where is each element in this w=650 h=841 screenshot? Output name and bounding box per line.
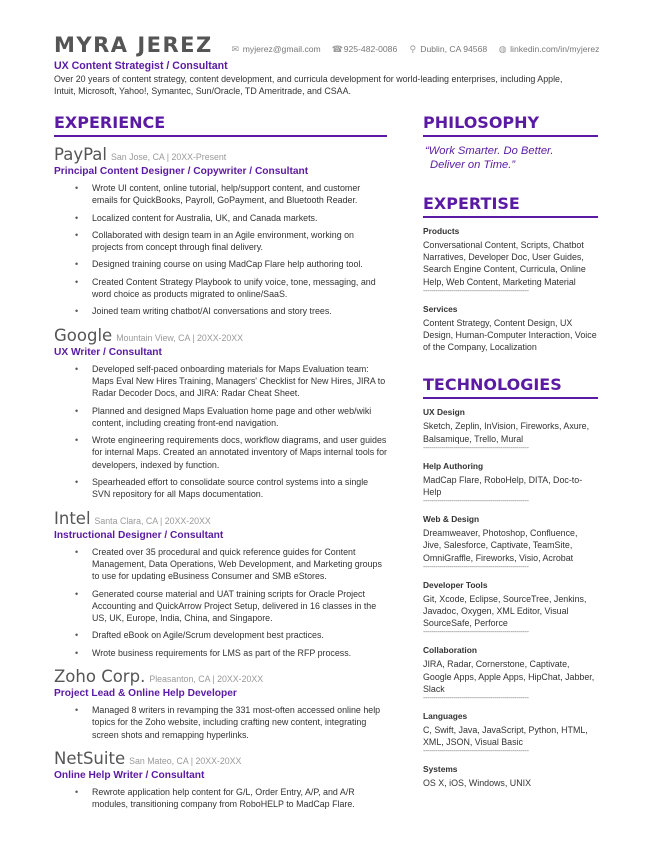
skill-group-body: Conversational Content, Scripts, Chatbot Narratives, Developer Doc, User Guides, Search Engine Content, Curricula, Online Help, Web Content, Marketing Material [423,240,586,287]
left-column [54,113,387,816]
job-entry [54,667,387,741]
skill-group [423,711,598,756]
job-bullet: • Localized content for Australia, UK, and Canada markets. [92,212,387,224]
philosophy-line-1: “Work Smarter. Do Better. [425,145,554,157]
expertise-groups [423,226,598,353]
job-bullets [54,786,387,811]
dashed-divider: ---------------------------------------------------- [423,563,529,571]
skill-group [423,514,598,572]
skill-group-body: MadCap Flare, RoboHelp, DITA, Doc-to-Help [423,474,583,498]
company-name: Intel [54,508,91,528]
company-name: Google [54,325,113,345]
dashed-divider: ---------------------------------------------------- [423,748,529,756]
job-role: Principal Content Designer / Copywriter / Consultant [54,166,309,177]
company-name: Zoho Corp. [54,667,146,687]
skill-group [423,645,598,703]
skill-group-body: Git, Xcode, Eclipse, SourceTree, Jenkins, Javadoc, Oxygen, XML Editor, Visual SourceSafe, Perforce [423,593,587,629]
skill-group-body: Dreamweaver, Photoshop, Confluence, Jive, Salesforce, Captivate, TeamSite, OmniGraffle, Fireworks, Visio, Acrobat [423,528,578,563]
job-entry [54,145,387,318]
job-entry [54,509,387,659]
skill-group [423,461,598,506]
skill-group-body: Content Strategy, Content Design, UX Design, Human-Computer Interaction, Voice of the Company, Localization [423,317,597,353]
skill-group-title: Services [423,303,458,314]
job-location-dates: Mountain View, CA | 20XX-20XX [116,332,244,343]
skill-group-title: Help Authoring [423,460,484,471]
job-location-dates: Pleasanton, CA | 20XX-20XX [149,674,264,685]
job-bullet: • Drafted eBook on Agile/Scrum development best practices. [92,629,387,641]
skill-group-title: UX Design [423,407,465,418]
technologies-section [423,375,598,789]
job-location-dates: San Jose, CA | 20XX-Present [111,152,227,162]
job-bullet: • Created over 35 procedural and quick reference guides for Content Management, Data Operations, Web Development, and Marketing groups to use for updating eBusiness Consumer and SMB eStores. [92,546,387,583]
globe-icon: ◍ [498,44,507,54]
contact-linkedin[interactable]: ◍ linkedin.com/in/myjerez [498,44,600,54]
job-bullets [54,704,387,741]
dashed-divider: ---------------------------------------------------- [423,629,529,637]
job-bullet: • Wrote UI content, online tutorial, help/support content, and customer emails for QuickBooks, Payroll, GoPayment, and Bluetooth Reader. [92,182,387,207]
job-bullet: • Joined team writing chatbot/AI conversations and story trees. [92,305,387,317]
candidate-name: MYRA JEREZ [54,33,213,57]
expertise-heading: EXPERTISE [423,194,598,218]
job-bullets [54,363,387,501]
experience-list [54,145,387,811]
company-row [54,749,387,771]
job-entry [54,749,387,811]
name-row [54,33,614,57]
envelope-icon: ✉ [231,44,240,54]
job-bullet: • Planned and designed Maps Evaluation home page and other web/wiki content, including creating front-end navigation. [92,405,387,430]
job-bullet: • Created Content Strategy Playbook to unify voice, tone, messaging, and word choice as products migrated to online/SaaS. [92,276,387,301]
job-bullet: • Developed self-paced onboarding materials for Maps Evaluation team: Maps Eval New Hires Training, Managers' Checklist for New Hires, JIRA to Radar Decoder Docs, and JIRA: Radar Cheat Sheet. [92,363,387,400]
right-column [423,113,598,790]
skill-group [423,226,598,296]
job-role: UX Writer / Consultant [54,346,162,358]
skill-group [423,304,598,354]
job-bullets [54,546,387,659]
job-bullet: • Generated course material and UAT training scripts for Oracle Project Accounting and QuickArrow Project Setup, delivered in 16 classes in the US, UK, Europe, India, China, and Singapore. [92,588,387,625]
job-bullet: • Spearheaded effort to consolidate source control systems into a single SVN repository for all Maps documentation. [92,476,387,501]
dashed-divider: ---------------------------------------------------- [423,287,529,295]
skill-group-title: Developer Tools [423,579,488,590]
job-location-dates: San Mateo, CA | 20XX-20XX [129,755,242,766]
skill-group-body: Sketch, Zeplin, InVision, Fireworks, Axure, Balsamique, Trello, Mural [423,421,590,444]
company-name: NetSuite [54,748,126,768]
job-bullet: • Designed training course on using MadCap Flare help authoring tool. [92,258,387,270]
job-bullet: • Wrote engineering requirements docs, workflow diagrams, and user guides for internal Maps. Created an annotated inventory of Maps internal tools for developers, indexed by function. [92,434,387,471]
job-location-dates: Santa Clara, CA | 20XX-20XX [94,515,211,526]
experience-heading: EXPERIENCE [54,113,387,137]
phone-icon: ☎ [331,44,343,54]
skill-group [423,580,598,638]
dashed-divider: ---------------------------------------------------- [423,444,529,452]
dashed-divider: ---------------------------------------------------- [423,498,529,506]
skill-group-title: Systems [423,764,458,775]
skill-group-body: OS X, iOS, Windows, UNIX [423,778,532,789]
contact-location: ⚲ Dublin, CA 94568 [409,44,488,54]
skill-group-body: C, Swift, Java, JavaScript, Python, HTML, XML, JSON, Visual Basic [423,725,588,748]
resume-header [54,33,614,98]
skill-group-title: Products [423,226,460,236]
skill-group [423,407,598,452]
philosophy-quote [423,145,598,172]
location-icon: ⚲ [409,44,417,54]
job-role: Project Lead & Online Help Developer [54,688,237,700]
job-bullet: • Wrote business requirements for LMS as part of the RFP process. [92,647,387,659]
skill-group-title: Web & Design [423,514,480,525]
company-name: PayPal [54,145,107,164]
job-entry [54,326,387,501]
skill-group-title: Languages [423,711,468,722]
headline: UX Content Strategist / Consultant [54,60,228,72]
dashed-divider: ---------------------------------------------------- [423,695,529,703]
technologies-heading: TECHNOLOGIES [423,375,598,399]
job-role: Online Help Writer / Consultant [54,769,205,781]
company-row [54,509,387,531]
summary: Over 20 years of content strategy, content development, and curricula development for world-leading enterprises, including Apple, Intuit, Microsoft, Yahoo!, Symantec, Sun/Oracle, TD Ameritrade, and CSAA. [54,74,563,97]
job-bullet: • Collaborated with design team in an Agile environment, working on projects from concept through final delivery. [92,229,387,254]
expertise-section [423,194,598,353]
philosophy-heading: PHILOSOPHY [423,113,598,137]
skill-group-body: JIRA, Radar, Cornerstone, Captivate, Google Apps, Apple Apps, HipChat, Jabber, Slack [423,659,595,694]
job-role: Instructional Designer / Consultant [54,529,224,541]
company-row [54,145,387,167]
job-bullet: • Rewrote application help content for G/L, Order Entry, A/P, and A/R modules, transitioning company from RoboHELP to MadCap Flare. [92,786,387,811]
job-bullet: • Managed 8 writers in revamping the 331 most-often accessed online help topics for the Zoho website, including crafting new content, integrating screen shots and remapping hyperlinks. [92,704,387,741]
contact-phone[interactable]: ☎ 925-482-0086 [331,44,398,54]
skill-group-title: Collaboration [423,645,477,656]
company-row [54,667,387,689]
job-bullets [54,182,387,318]
company-row [54,326,387,348]
technologies-groups [423,407,598,789]
contact-email[interactable]: ✉ myjerez@gmail.com [231,44,321,54]
philosophy-line-2: Deliver on Time.” [430,158,516,171]
skill-group [423,764,598,789]
